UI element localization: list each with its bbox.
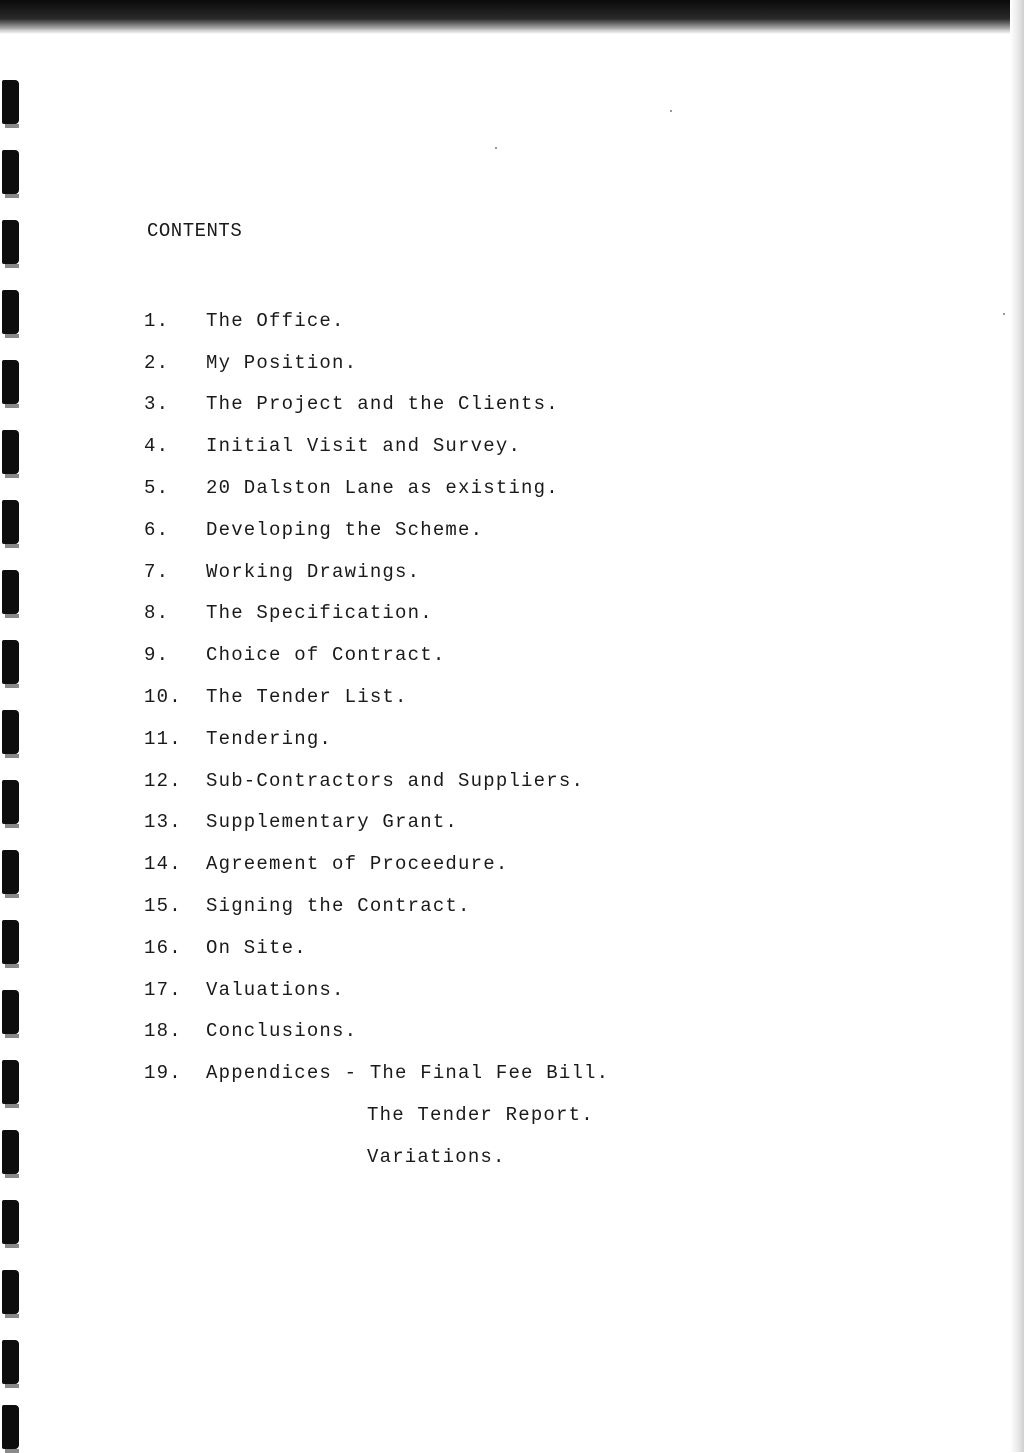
toc-entry-number: 13. — [144, 811, 182, 834]
toc-entry — [144, 593, 904, 635]
toc-appendix-item: Variations. — [367, 1146, 506, 1169]
toc-entry — [144, 425, 904, 467]
toc-entry-number: 15. — [144, 895, 182, 918]
binding-hole — [2, 1200, 19, 1244]
toc-entry — [144, 300, 904, 342]
binding-hole — [2, 710, 19, 754]
toc-entry — [144, 1011, 904, 1053]
toc-entry — [144, 1052, 904, 1094]
binding-hole — [2, 1340, 19, 1384]
toc-entry — [144, 885, 904, 927]
binding-hole — [2, 640, 19, 684]
scan-right-shadow — [1010, 0, 1024, 1452]
toc-entry-number: 9. — [144, 644, 170, 667]
toc-entry-number: 16. — [144, 936, 182, 959]
toc-entry-number: 3. — [144, 393, 170, 416]
toc-entry-title: My Position. — [206, 351, 358, 374]
binding-hole — [2, 80, 19, 124]
toc-entry — [144, 760, 904, 802]
toc-entry — [144, 634, 904, 676]
toc-entry — [144, 551, 904, 593]
toc-entry-title: The Project and the Clients. — [206, 393, 559, 416]
binding-hole — [2, 1060, 19, 1104]
binding-hole — [2, 990, 19, 1034]
toc-entry-number: 12. — [144, 769, 182, 792]
toc-entry — [144, 676, 904, 718]
toc-entry-title: Choice of Contract. — [206, 644, 446, 667]
paper-speck — [1003, 313, 1005, 315]
toc-entry-number: 11. — [144, 727, 182, 750]
toc-entry-title: The Specification. — [206, 602, 433, 625]
table-of-contents — [144, 300, 904, 1178]
toc-entry-number: 4. — [144, 435, 170, 458]
toc-entry — [144, 969, 904, 1011]
toc-entry-number: 7. — [144, 560, 170, 583]
toc-entry-number: 8. — [144, 602, 170, 625]
toc-entry-title: Supplementary Grant. — [206, 811, 459, 834]
toc-entry — [144, 342, 904, 384]
toc-entry — [144, 843, 904, 885]
toc-entry — [144, 509, 904, 551]
toc-entry — [144, 927, 904, 969]
toc-entry-number: 18. — [144, 1020, 182, 1043]
toc-entry — [144, 384, 904, 426]
toc-entry-number: 5. — [144, 477, 170, 500]
toc-entry-title: The Office. — [206, 309, 345, 332]
page-title: CONTENTS — [147, 220, 243, 242]
toc-entry-title: Sub-Contractors and Suppliers. — [206, 769, 585, 792]
toc-entry-number: 2. — [144, 351, 170, 374]
toc-entry-number: 6. — [144, 518, 170, 541]
paper-speck — [670, 110, 672, 112]
toc-entry-title: Initial Visit and Survey. — [206, 435, 522, 458]
toc-entry-title: Valuations. — [206, 978, 345, 1001]
toc-entry-title: Tendering. — [206, 727, 333, 750]
toc-entry-number: 14. — [144, 853, 182, 876]
binding-hole — [2, 360, 19, 404]
binding-hole — [2, 1405, 19, 1449]
binding-hole — [2, 500, 19, 544]
toc-entry-title: 20 Dalston Lane as existing. — [206, 477, 559, 500]
toc-appendix-item: The Tender Report. — [367, 1104, 594, 1127]
paper-speck — [495, 147, 497, 149]
toc-entry — [144, 467, 904, 509]
toc-entry-number: 19. — [144, 1062, 182, 1085]
toc-entry — [144, 802, 904, 844]
binding-hole — [2, 570, 19, 614]
toc-entry-title: Conclusions. — [206, 1020, 358, 1043]
binding-hole — [2, 850, 19, 894]
toc-entry — [144, 718, 904, 760]
toc-entry-number: 17. — [144, 978, 182, 1001]
toc-entry-title: The Tender List. — [206, 686, 408, 709]
toc-entry-title: On Site. — [206, 936, 307, 959]
binding-hole — [2, 780, 19, 824]
binding-hole — [2, 920, 19, 964]
binding-hole — [2, 1270, 19, 1314]
binding-hole — [2, 220, 19, 264]
binding-hole — [2, 1130, 19, 1174]
toc-entry-title: Appendices - The Final Fee Bill. — [206, 1062, 610, 1085]
toc-entry-number: 1. — [144, 309, 170, 332]
binding-hole — [2, 150, 19, 194]
toc-entry-title: Signing the Contract. — [206, 895, 471, 918]
binding-hole — [2, 290, 19, 334]
spiral-binding — [0, 0, 24, 1452]
scan-top-shadow — [0, 0, 1024, 34]
page-top-edge — [0, 30, 1016, 31]
toc-entry-number: 10. — [144, 686, 182, 709]
binding-hole — [2, 430, 19, 474]
toc-entry-title: Working Drawings. — [206, 560, 421, 583]
toc-entry-title: Developing the Scheme. — [206, 518, 484, 541]
toc-entry-title: Agreement of Proceedure. — [206, 853, 509, 876]
